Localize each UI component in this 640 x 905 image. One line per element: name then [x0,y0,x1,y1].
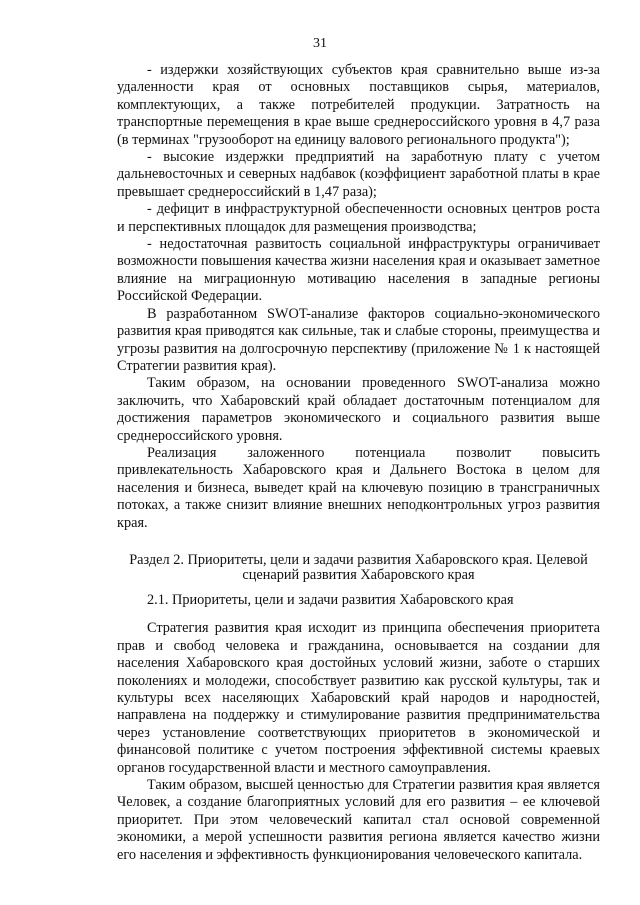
paragraph-social-infrastructure: - недостаточная развитость социальной инфраструктуры ограничивает возможности повышения качества жизни населения края и оказывает заметное влияние на миграционную мотивацию населения в западные регионы Российской Федерации. [117,236,600,305]
paragraph-swot-analysis: В разработанном SWOT-анализе факторов социально-экономического развития края приводятся как сильные, так и слабые стороны, преимущества и угрозы развития на долгосрочную перспективу (приложение № 1 к настоящей Стратегии развития края). [117,305,600,374]
paragraph-costs: - издержки хозяйствующих субъектов края сравнительно выше из-за удаленности края от основных поставщиков сырья, материалов, комплектующих, а также потребителей продукции. Затратность на транспортные перемещения в крае выше среднероссийского уровня в 4,7 раза (в терминах "грузооборот на единицу валового регионального продукта"); [117,62,600,148]
subsection-heading: 2.1. Приоритеты, цели и задачи развития Хабаровского края [147,591,514,608]
paragraph-human-value: Таким образом, высшей ценностью для Стратегии развития края является Человек, а создание благоприятных условий для его развития – ее ключевой приоритет. При этом человеческий капитал стал основой современной экономики, а мерой успешности развития региона является качество жизни его населения и эффективность функционирования человеческого капитала. [117,777,600,863]
paragraph-wages: - высокие издержки предприятий на заработную плату с учетом дальневосточных и северных надбавок (коэффициент заработной платы в крае превышает среднероссийский в 1,47 раза); [117,149,600,200]
paragraph-swot-conclusion: Таким образом, на основании проведенного SWOT-анализа можно заключить, что Хабаровский край обладает достаточным потенциалом для достижения параметров экономического и социального развития выше среднероссийского уровня. [117,375,600,444]
paragraph-infrastructure-deficit: - дефицит в инфраструктурной обеспеченности основных центров роста и перспективных площадок для размещения производства; [117,201,600,235]
section-heading: Раздел 2. Приоритеты, цели и задачи развития Хабаровского края. Целевой сценарий развития Хабаровского края [129,551,588,584]
paragraph-potential: Реализация заложенного потенциала позволит повысить привлекательность Хабаровского края и Дальнего Востока в целом для населения и бизнеса, выведет край на ключевую позицию в трансграничных потоках, а также снизит влияние внешних неподконтрольных угроз развития края. [117,444,600,531]
document-body [117,62,600,864]
paragraph-strategy-principles: Стратегия развития края исходит из принципа обеспечения приоритета прав и свобод человека и гражданина, основывается на создании для населения Хабаровского края достойных условий жизни, заботе о старших поколениях и молодежи, способствует развитию как русской культуры, так и культуры всех населяющих Хабаровский край народов и народностей, направлена на поддержку и стимулирование развития предпринимательства через установление соответствующих приоритетов в экономической и финансовой политике с учетом построения эффективной системы краевых органов государственной власти и местного самоуправления. [117,620,600,776]
page-number: 31 [313,36,327,51]
